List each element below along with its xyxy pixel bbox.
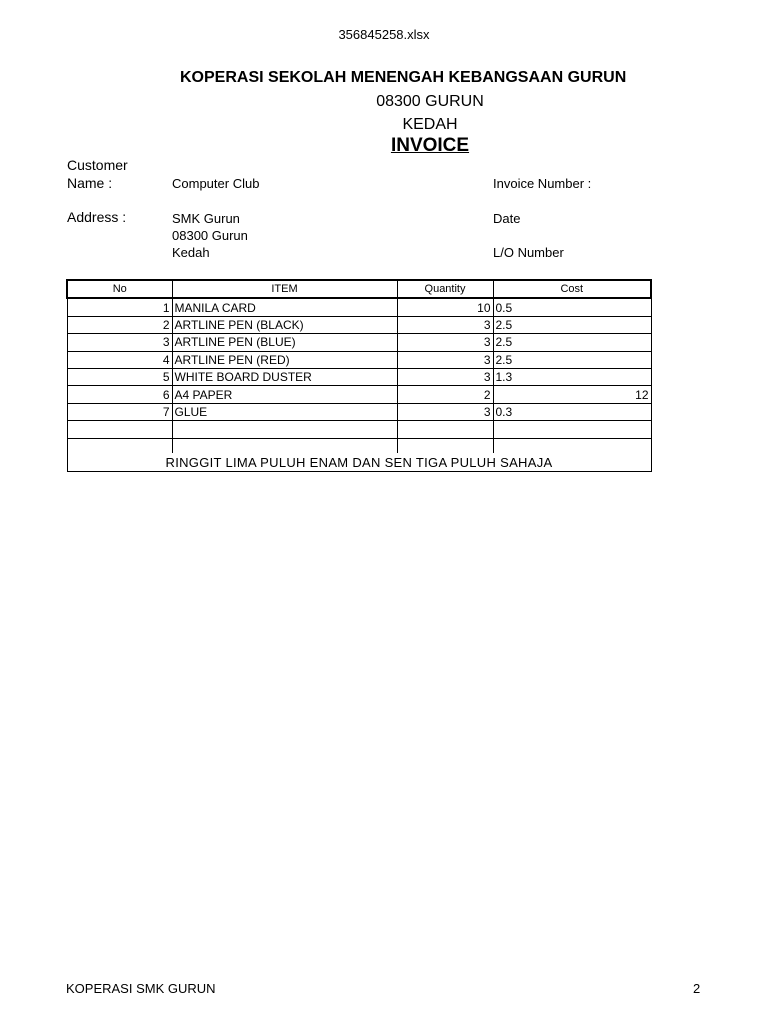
table-cell	[67, 438, 172, 453]
lo-number-label: L/O Number	[493, 245, 564, 260]
total-in-words-row	[67, 453, 651, 472]
row-cost: 0.5	[493, 298, 651, 316]
row-cost: 12	[493, 386, 651, 403]
table-cell	[67, 421, 172, 438]
row-number: 1	[67, 298, 172, 316]
table-header-row	[67, 280, 651, 298]
row-quantity: 3	[397, 351, 493, 368]
row-cost: 2.5	[493, 351, 651, 368]
table-cell	[172, 438, 397, 453]
name-label: Name :	[67, 175, 113, 191]
table-row	[67, 334, 651, 351]
customer-name-value: Computer Club	[172, 176, 260, 191]
table-row	[67, 368, 651, 385]
row-quantity: 2	[397, 386, 493, 403]
table-row	[67, 386, 651, 403]
row-cost: 1.3	[493, 368, 651, 385]
row-item: WHITE BOARD DUSTER	[172, 368, 397, 385]
postcode-city: 08300 GURUN	[376, 93, 484, 110]
file-name: 356845258.xlsx	[338, 27, 430, 42]
table-row	[67, 403, 651, 420]
row-number: 7	[67, 403, 172, 420]
footer-organization: KOPERASI SMK GURUN	[66, 981, 216, 996]
table-row	[67, 316, 651, 333]
page-number: 2	[693, 981, 701, 996]
total-in-words: RINGGIT LIMA PULUH ENAM DAN SEN TIGA PULUH SAHAJA	[67, 453, 651, 472]
row-item: ARTLINE PEN (RED)	[172, 351, 397, 368]
row-quantity: 3	[397, 403, 493, 420]
table-row	[67, 351, 651, 368]
row-quantity: 3	[397, 368, 493, 385]
invoice-title: INVOICE	[390, 135, 470, 156]
table-blank-row	[67, 438, 651, 453]
row-cost: 2.5	[493, 334, 651, 351]
row-item: ARTLINE PEN (BLUE)	[172, 334, 397, 351]
row-number: 3	[67, 334, 172, 351]
row-item: MANILA CARD	[172, 298, 397, 316]
invoice-number-label: Invoice Number :	[493, 176, 592, 191]
table-cell	[493, 438, 651, 453]
organization-name: KOPERASI SEKOLAH MENENGAH KEBANGSAAN GURUN	[180, 69, 627, 86]
row-item: GLUE	[172, 403, 397, 420]
address-label: Address :	[67, 209, 127, 225]
row-number: 6	[67, 386, 172, 403]
table-cell	[397, 421, 493, 438]
address-line-3: Kedah	[172, 245, 210, 260]
row-cost: 0.3	[493, 403, 651, 420]
row-quantity: 10	[397, 298, 493, 316]
table-cell	[172, 421, 397, 438]
table-cell	[493, 421, 651, 438]
table-blank-row	[67, 421, 651, 438]
state-name: KEDAH	[402, 116, 458, 133]
customer-label: Customer	[67, 157, 128, 173]
column-header-item: ITEM	[172, 280, 397, 298]
row-cost: 2.5	[493, 316, 651, 333]
address-line-1: SMK Gurun	[172, 211, 240, 226]
row-number: 4	[67, 351, 172, 368]
row-number: 2	[67, 316, 172, 333]
table-cell	[397, 438, 493, 453]
row-item: A4 PAPER	[172, 386, 397, 403]
invoice-items-table	[66, 279, 652, 472]
column-header-cost: Cost	[493, 280, 651, 298]
row-number: 5	[67, 368, 172, 385]
date-label: Date	[493, 211, 521, 226]
row-quantity: 3	[397, 316, 493, 333]
address-line-2: 08300 Gurun	[172, 228, 248, 243]
column-header-no: No	[67, 280, 172, 298]
row-item: ARTLINE PEN (BLACK)	[172, 316, 397, 333]
row-quantity: 3	[397, 334, 493, 351]
table-row	[67, 298, 651, 316]
column-header-quantity: Quantity	[397, 280, 493, 298]
